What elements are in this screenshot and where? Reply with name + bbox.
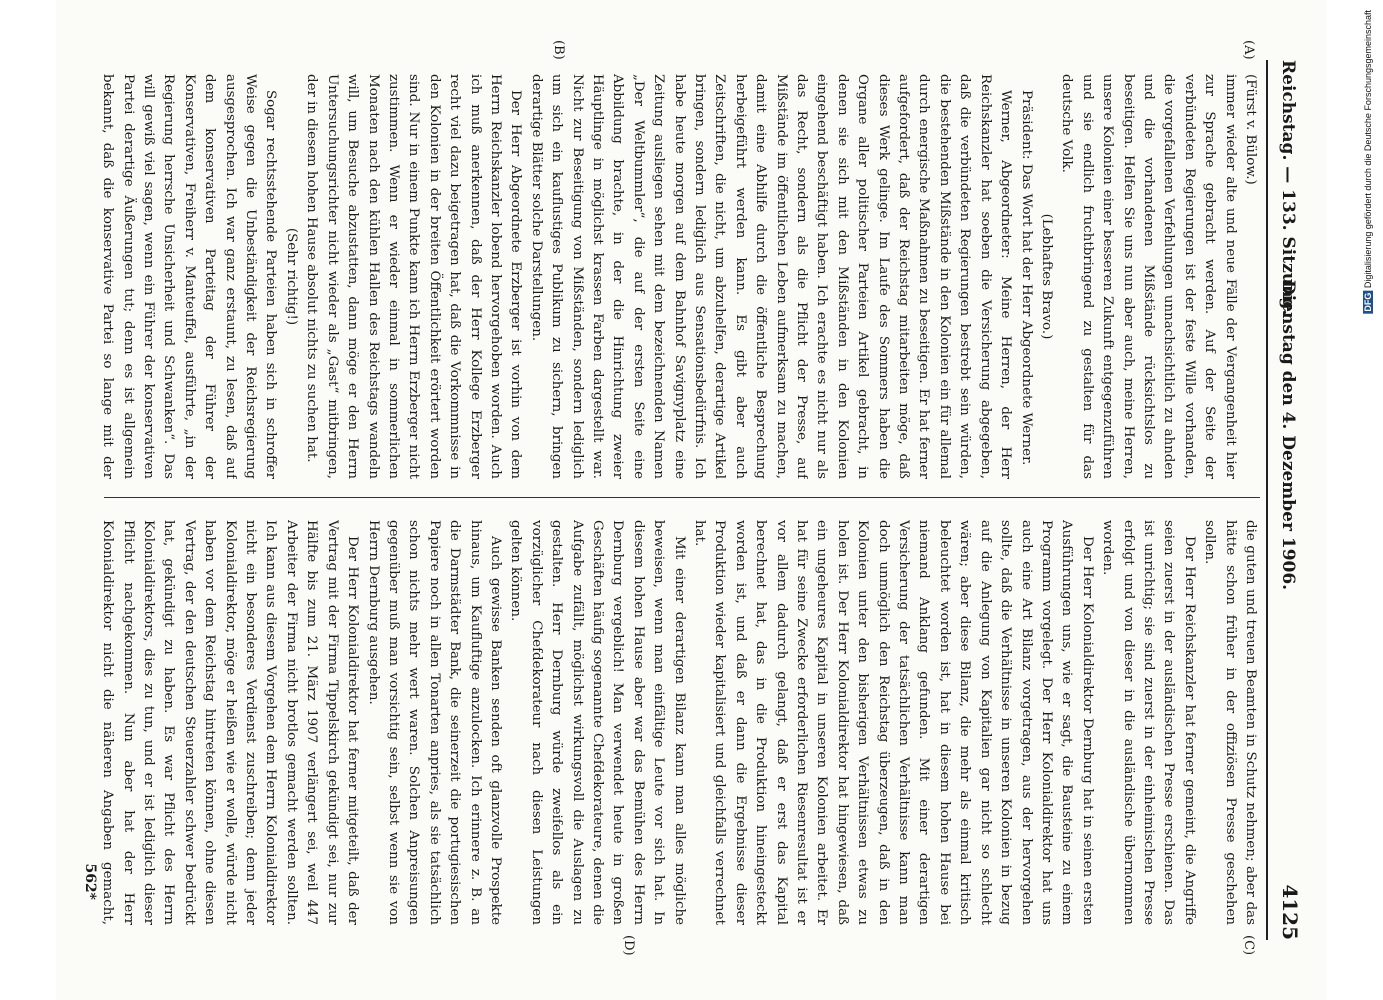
marker-a: (A) xyxy=(1241,40,1256,60)
paragraph: Auch gewisse Banken senden oft glanzvolle Prospekte hinaus, um Kaufluftige anzulocken. Ich erinnere z. B. an die Darmstädter Bank, die seinerzeit die portugiesischen Papiere noch in allen Tonarten anpries, als sie tatsächlich schon nichts mehr wert waren. Solchen Anpreisungen gegenüber muß man vorsichtig sein, selbst wenn sie von Herrn Dernburg ausgehen. xyxy=(365,520,503,925)
digitization-text: Digitalisierung gefördert durch die Deutsche Forschungsgemeinschaft xyxy=(1363,10,1373,289)
paragraph: immer wieder alte und neue Fälle der Vergangenheit hier zur Sprache gebracht werden. Auf der Seite der verbündeten Regierungen ist der feste Wille vorhanden, die vorgefallenen Verfehlungen unnachsichtlich zu ahnden und die vorhandenen Mißstände rücksichtslos zu beseitigen. Helfen Sie uns nun aber auch, meine Herren, unsere Kolonien einer besseren Zukunft entgegenzuführen und sie endlich fruchtbringend zu gestalten für das deutsche Volk. xyxy=(1059,74,1238,479)
header-date: Dienstag den 4. Dezember 1906. xyxy=(1278,280,1298,591)
header-rule xyxy=(1266,60,1268,940)
paragraph: Präsident: Das Wort hat der Herr Abgeordnete Werner. xyxy=(1018,90,1034,466)
paragraph: Der Herr Reichskanzler hat ferner gemeint, die Angriffe seien zuerst in der ausländischen Presse erschienen. Das ist unrichtig; sie sind zuerst in der einheimischen Presse erfolgt und von dieser in die ausländische übernommen worden. xyxy=(1100,520,1197,925)
right-column xyxy=(96,520,1260,925)
header-left: Reichstag. — 133. Sitzung. xyxy=(1278,60,1298,316)
rotated-page xyxy=(56,0,1326,1000)
paragraph: Sogar rechtsstehende Parteien haben sich in schroffer Weise gegen die Unbeständigkeit der Reichsregierung ausgesprochen. Ich war ganz erstaunt, zu lesen, daß auf dem konservativen Parteitag der Führer der Konservativen, Freiherr v. Manteuffel, ausführte, „in der Regierung herrsche Unsicherheit und Schwanken“. Das will gewiß viel sagen, wenn ein Führer der konservativen Partei derartige Äußerungen tut; denn es ist allgemein bekannt, daß die konservative Partei so lange mit der xyxy=(100,74,279,479)
marker-b: (B) xyxy=(551,40,566,60)
paragraph: Der Herr Kolonialdirektor Dernburg hat in seinen ersten Ausführungen uns, wie er sagt, die Bausteine zu einem Programm vorgelegt. Der Herr Kolonialdirektor hat uns auch eine Art Bilanz vorgetragen, aus der hervorgehen sollte, daß die Verhältnisse in unseren Kolonien in bezug auf die Anlegung von Kapitalien gar nicht so schlecht wären; aber diese Bilanz, die mehr als einmal kritisch beleuchtet worden ist, hat in diesem hohen Hause bei niemand Anklang gefunden. Mit einer derartigen Versicherung der tatsächlichen Verhältnisse kann man doch unmöglich den Reichstag überzeugen, daß in den Kolonien unter den bisherigen Verhältnissen etwas zu holen ist. Der Herr Kolonialdirektor hat hingewiesen, daß ein ungeheures Kapital in unseren Kolonien arbeitet. Er hat für seine Zwecke erforderlichen Riesenresultat ist er vor allem dadurch gelangt, daß er erst das Kapital berechnet hat, das in die Produktion hineingesteckt worden ist, und daß er dann die Ergebnisse dieser Produktion wieder kapitalisiert und gleichfalls verrechnet hat. xyxy=(692,520,1095,925)
paragraph: Der Herr Abgeordnete Erzberger ist vorhin von dem Herrn Reichskanzler lobend hervorgehoben worden. Auch ich muß anerkennen, daß der Herr Kollege Erzberger recht viel dazu beigetragen hat, daß die Vorkommnisse in den Kolonien in der breiten Öffentlichkeit erörtert worden sind. Nur in einem Punkte kann ich Herrn Erzberger nicht zustimmen. Wenn er wieder einmal in sommerlichen Monaten nach den kühlen Hallen des Reichstags wandeln will, um Besuche abzustatten, dann möge er den Herrn Untersuchungsrichter nicht wieder als „Gast“ mitbringen, der in diesem hohen Hause absolut nichts zu suchen hat. xyxy=(304,74,524,479)
page-header xyxy=(1272,60,1302,940)
marker-c: (C) xyxy=(1241,935,1256,956)
digitization-note xyxy=(1363,10,1377,314)
paragraph: Der Herr Kolonialdirektor hat ferner mitgeteilt, daß der Vertrag mit der Firma Tippelskirch gekündigt sei, nur zur Hälfte bis zum 21. März 1907 verlängert sei, weil 447 Arbeiter der Firma nicht brotlos gemacht werden sollten. Ich kann aus diesem Vorgehen dem Herrn Kolonialdirektor nicht ein besonderes Verdienst zuschreiben; denn jeder Kolonialdirektor, möge er heißen wie er wolle, würde nicht haben vor dem Reichstag hintreten können, ohne diesen Vertrag, der den deutschen Steuerzahler schwer bedrückt hat, gekündigt zu haben. Es war Pflicht des Herrn Kolonialdirektors, dies zu tun, und er ist lediglich dieser Pflicht nachgekommen. Nun aber hat der Herr Kolonialdirektor nicht die näheren Angaben gemacht, xyxy=(100,520,361,925)
speaker-cont: (Fürst v. Bülow.) xyxy=(1243,74,1258,185)
page-number: 4125 xyxy=(1278,884,1302,940)
left-column xyxy=(96,74,1260,479)
interjection: (Lebhaftes Bravo.) xyxy=(1038,213,1054,340)
paragraph: Mit einer derartigen Bilanz kann man alles mögliche beweisen, wenn man einfältige Leute vor sich hat. In diesem hohen Hause aber war das Bemühen des Herrn Dernburg vergeblich! Man verwendet heute in großen Geschäften häufig sogenannte Chefdekorateure, denen die Aufgabe zufällt, möglichst wirkungsvoll die Auslagen zu gestalten. Herr Dernburg würde zweifellos als ein vorzüglicher Chefdekorateur nach diesen Leistungen gelten können. xyxy=(508,520,687,925)
column-rule xyxy=(104,497,1260,498)
paragraph: Werner, Abgeordneter: Meine Herren, der Herr Reichskanzler hat soeben die Versicherung abgegeben, daß die verbündeten Regierungen bestrebt sein würden, die bestehenden Mißstände in den Kolonien ein für allemal durch energische Maßnahmen zu beseitigen. Er hat ferner aufgefordert, daß der Reichstag mitarbeiten möge, daß dieses Werk gelinge. Im Laufe des Sommers haben die Organe aller politischer Parteien Artikel gebracht, in denen sie sich mit den Mißständen in den Kolonien eingehend beschäftigt haben. Ich erachte es nicht nur als das Recht, sondern als die Pflicht der Presse, auf Mißstände im öffentlichen Leben aufmerksam zu machen, damit eine Abhilfe durch die öffentliche Besprechung herbeigeführt werden kann. Es gibt aber auch Zeitschriften, die nicht, um abzuhelfen, derartige Artikel bringen, sondern lediglich aus Sensationsbedürfnis. Ich habe heute morgen auf dem Bahnhof Savignyplatz eine Zeitung ausliegen sehen mit dem bezeichnenden Namen „Der Weltbummler“, die auf der ersten Seite eine Abbildung brachte, in der die Hinrichtung zweier Häuptlinge in möglichst krassen Farben dargestellt war. Nicht zur Beseitigung von Mißständen, sondern lediglich um sich ein kauflustiges Publikum zu sichern, bringen derartige Blätter solche Darstellungen. xyxy=(528,74,1014,479)
marker-d: (D) xyxy=(621,935,636,956)
interjection: (Sehr richtig!) xyxy=(283,227,299,326)
dfg-logo: DFG xyxy=(1363,292,1373,312)
paragraph: die guten und treuen Beamten in Schutz nehmen; aber das hätte schon früher in der offiziösen Presse geschehen sollen. xyxy=(1202,520,1258,925)
signature-mark: 562* xyxy=(82,863,98,900)
